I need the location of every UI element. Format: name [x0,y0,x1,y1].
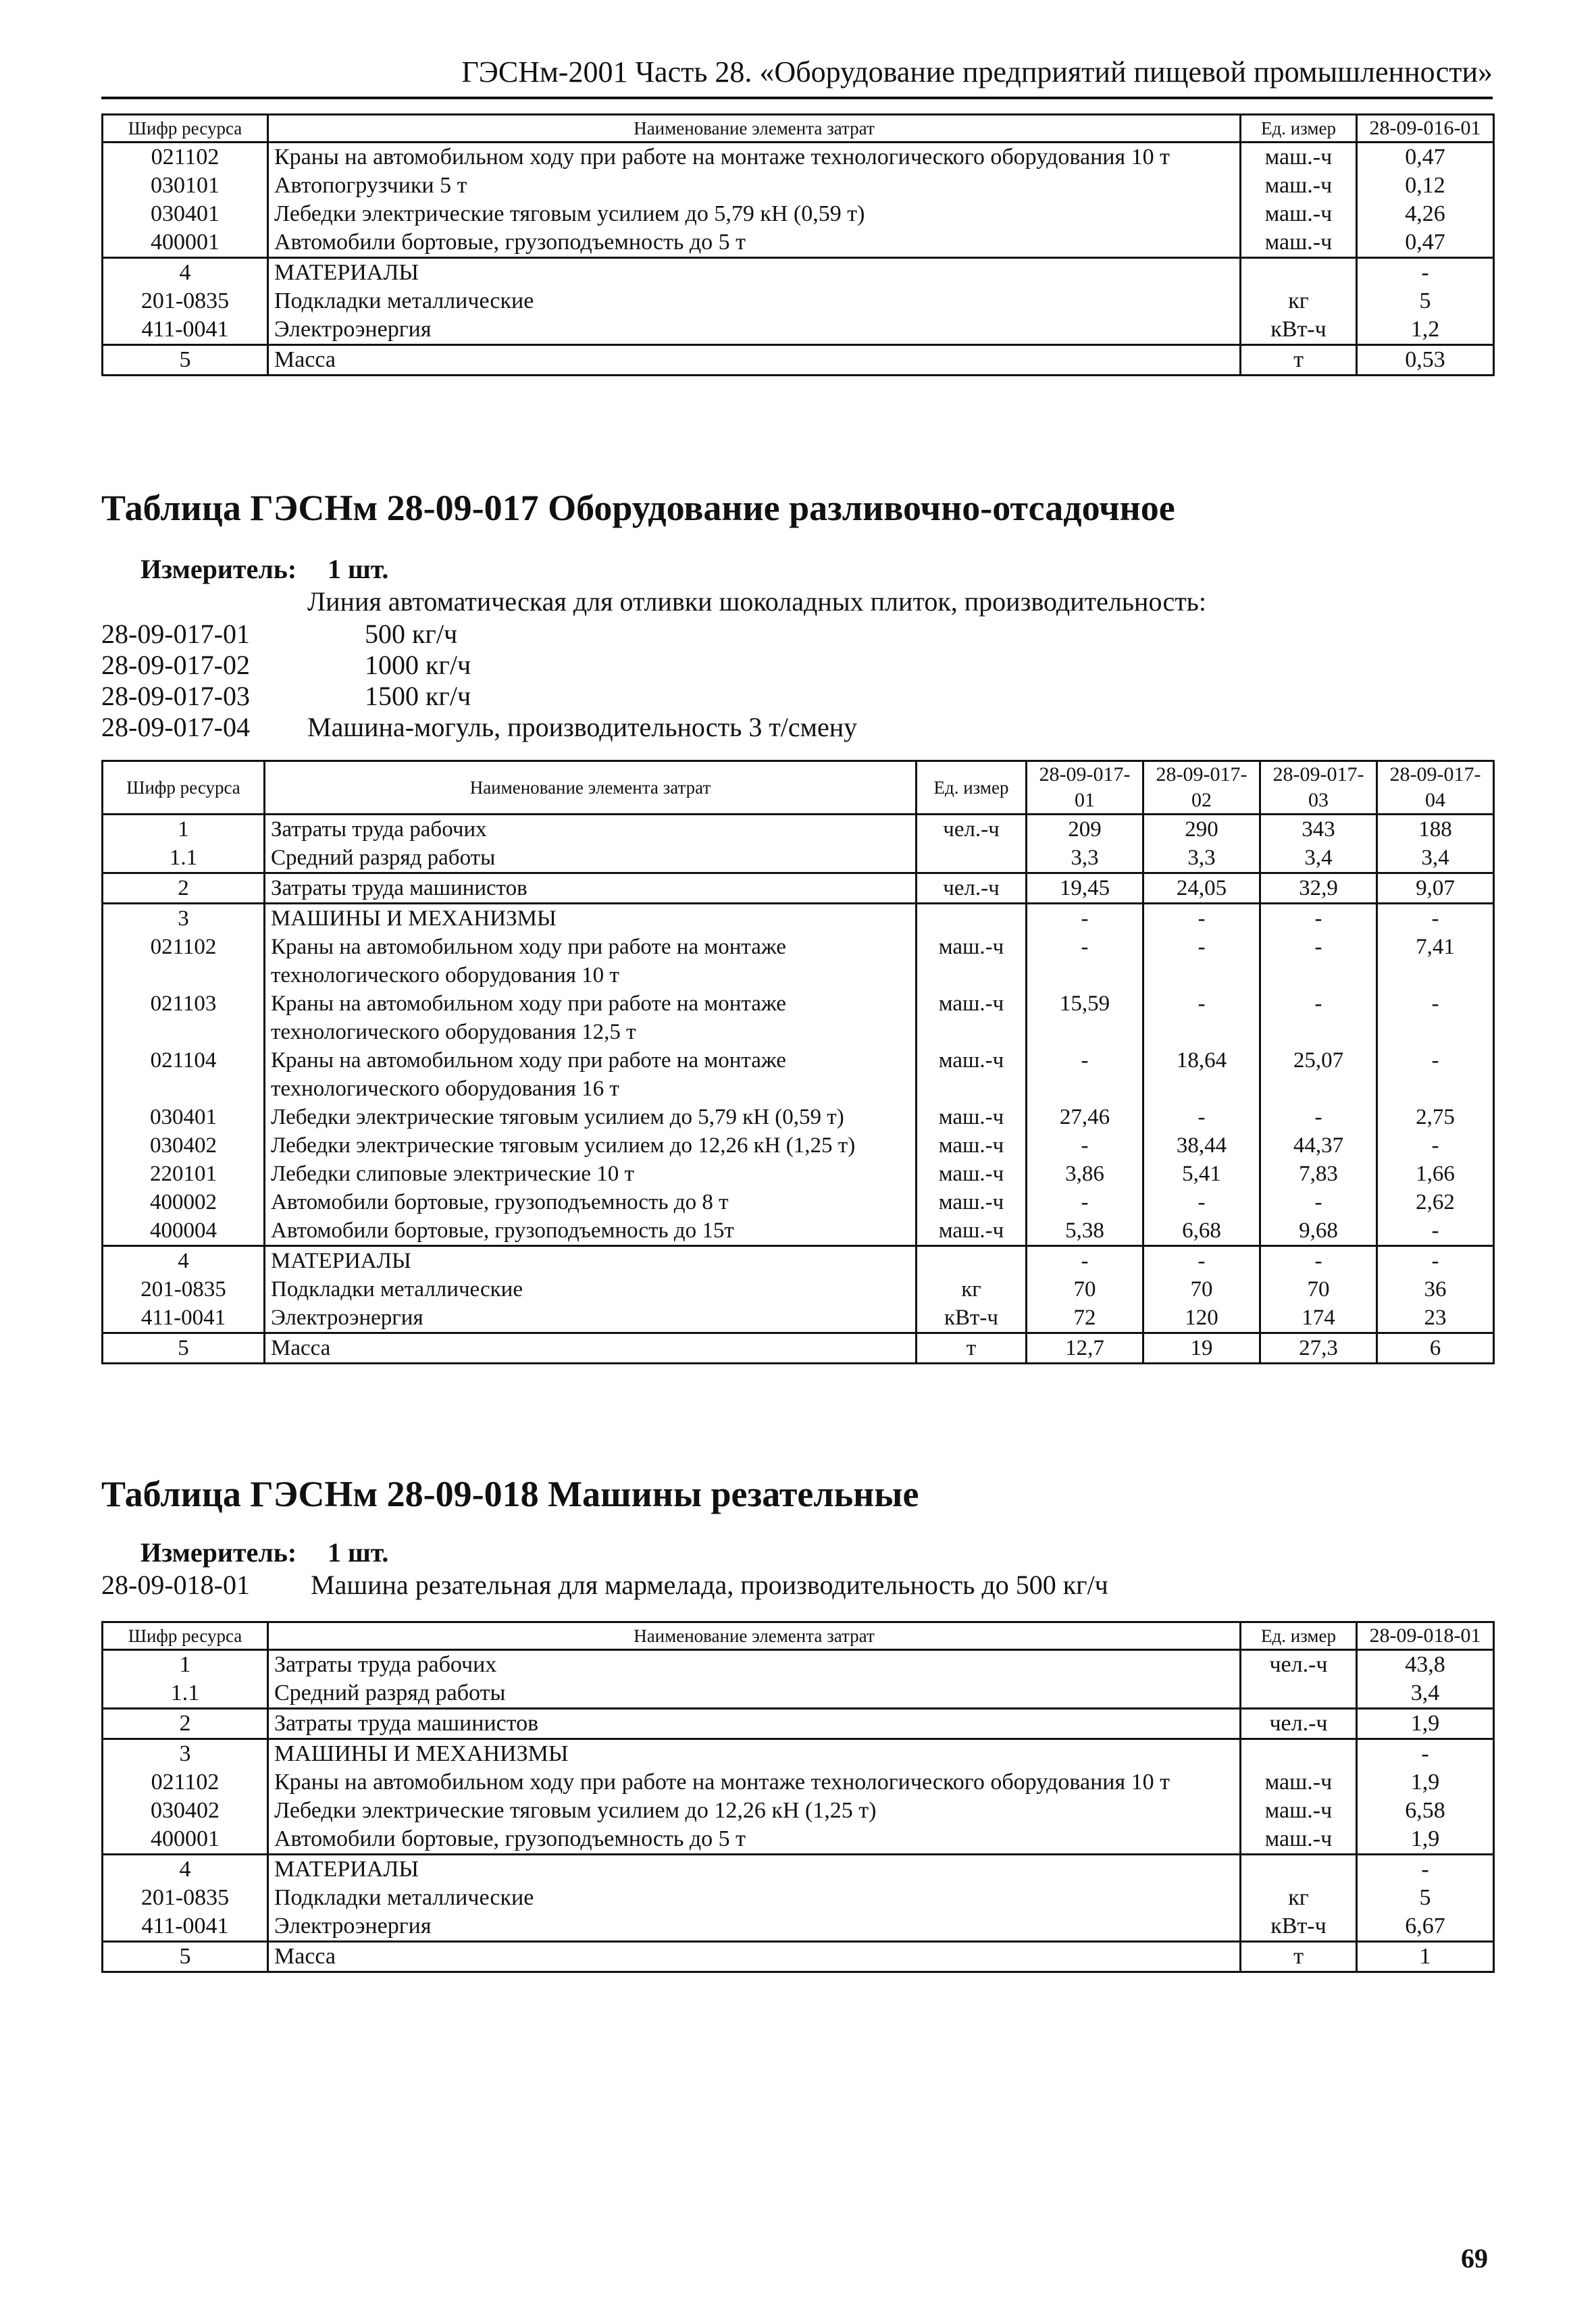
cell-name: Электроэнергия [265,1304,917,1333]
cell-unit: маш.-ч [1241,172,1357,200]
cell-name: Электроэнергия [268,315,1241,345]
cell-unit: маш.-ч [917,989,1027,1046]
cell-unit [1241,1679,1357,1709]
cell-unit: кг [1241,287,1357,315]
page-number: 69 [1461,2243,1488,2273]
table-row [103,1216,1494,1246]
header-rule [101,97,1493,99]
header-name: Наименование элемента затрат [268,1622,1241,1650]
cell-value: 70 [1027,1275,1143,1304]
cell-value: - [1027,1246,1143,1276]
cell-value: - [1260,989,1377,1046]
cell-unit: маш.-ч [1241,228,1357,258]
cell-unit: кг [1241,1884,1357,1912]
cell-value: 4,26 [1357,200,1494,228]
table-row [103,1304,1494,1333]
cell-value: - [1377,1046,1494,1103]
table-body [103,143,1494,376]
cell-value: - [1377,1216,1494,1246]
table-row [103,1650,1494,1680]
cell-code: 411-0041 [103,1304,265,1333]
header-name: Наименование элемента затрат [268,115,1241,143]
cell-value: 70 [1260,1275,1377,1304]
table-row [103,1912,1494,1942]
cell-unit [1241,258,1357,288]
table-row [103,873,1494,904]
cell-value: 9,68 [1260,1216,1377,1246]
cell-code: 4 [103,258,268,288]
cell-value: 209 [1027,815,1143,844]
cell-name: МАШИНЫ И МЕХАНИЗМЫ [265,904,917,933]
cell-value: 6,67 [1357,1912,1494,1942]
cell-code: 1 [103,815,265,844]
cell-value: - [1143,1246,1260,1276]
cell-value: 70 [1143,1275,1260,1304]
cell-value: 3,4 [1260,844,1377,873]
table-row [103,1046,1494,1103]
cell-value: 1,2 [1357,315,1494,345]
table-row [103,1131,1494,1160]
table-row [103,345,1494,376]
header-unit: Ед. измер [917,761,1027,815]
item-text: 1500 кг/ч [365,681,471,711]
cell-code: 201-0835 [103,1884,268,1912]
table-row [103,1797,1494,1825]
cell-value: - [1027,1046,1143,1103]
cell-value: - [1357,1739,1494,1769]
cell-code: 5 [103,345,268,376]
table-row [103,172,1494,200]
cell-name: Автомобили бортовые, грузоподъемность до 15т [265,1216,917,1246]
cell-value: 72 [1027,1304,1143,1333]
cell-name: Средний разряд работы [265,844,917,873]
cell-value: - [1377,989,1494,1046]
cell-value: 2,75 [1377,1103,1494,1131]
cell-value: 1,9 [1357,1768,1494,1797]
header-value: 28-09-017-01 [1027,761,1143,815]
cell-unit: маш.-ч [917,1103,1027,1131]
table-row [103,989,1494,1046]
table-row [103,1942,1494,1972]
cell-value: 19 [1143,1333,1260,1364]
cell-code: 030401 [103,200,268,228]
cell-name: Масса [265,1333,917,1364]
header-code: Шифр ресурса [103,115,268,143]
table-body [103,1650,1494,1972]
cell-name: МАТЕРИАЛЫ [268,1855,1241,1884]
cell-value: - [1377,1246,1494,1276]
measure-label: Измеритель: [140,1537,297,1568]
cell-unit [1241,1739,1357,1769]
cell-unit: маш.-ч [917,1188,1027,1216]
cell-code: 400001 [103,1825,268,1855]
cell-code: 220101 [103,1160,265,1188]
cell-value: 27,3 [1260,1333,1377,1364]
cell-name: Лебедки электрические тяговым усилием до 12,26 кН (1,25 т) [265,1131,917,1160]
table-row [103,1825,1494,1855]
cell-value: - [1027,1131,1143,1160]
cell-value: - [1260,933,1377,989]
table-row [103,1855,1494,1884]
header-value: 28-09-017-02 [1143,761,1260,815]
cell-value: 9,07 [1377,873,1494,904]
cell-value: 0,53 [1357,345,1494,376]
cell-value: 44,37 [1260,1131,1377,1160]
cell-value: 1,9 [1357,1709,1494,1739]
item-code: 28-09-017-01 [101,619,250,649]
resource-table-017 [101,760,1495,1364]
item-text: Машина резательная для мармелада, производительность до 500 кг/ч [311,1570,1108,1600]
cell-name: Электроэнергия [268,1912,1241,1942]
cell-value: - [1143,989,1260,1046]
cell-unit: маш.-ч [917,1131,1027,1160]
cell-unit [917,1246,1027,1276]
cell-code: 2 [103,1709,268,1739]
cell-code: 021102 [103,1768,268,1797]
cell-unit: чел.-ч [917,873,1027,904]
table-body [103,815,1494,1364]
measure-value: 1 шт. [328,554,389,584]
cell-value: 3,3 [1143,844,1260,873]
cell-value: 27,46 [1027,1103,1143,1131]
cell-value: - [1143,1188,1260,1216]
cell-value: 120 [1143,1304,1260,1333]
item-code: 28-09-017-02 [101,650,250,680]
cell-value: 6,58 [1357,1797,1494,1825]
cell-unit: маш.-ч [917,1046,1027,1103]
cell-unit [917,904,1027,933]
cell-code: 021104 [103,1046,265,1103]
item-code: 28-09-018-01 [101,1570,250,1600]
table-row [103,1333,1494,1364]
cell-value: 1,9 [1357,1825,1494,1855]
cell-unit [1241,1855,1357,1884]
cell-unit: кВт-ч [1241,1912,1357,1942]
cell-unit: маш.-ч [1241,200,1357,228]
cell-code: 400002 [103,1188,265,1216]
cell-name: Лебедки электрические тяговым усилием до 12,26 кН (1,25 т) [268,1797,1241,1825]
cell-unit [917,844,1027,873]
cell-value: 18,64 [1143,1046,1260,1103]
cell-unit: т [917,1333,1027,1364]
table-row [103,228,1494,258]
cell-value: 32,9 [1260,873,1377,904]
cell-name: Автомобили бортовые, грузоподъемность до 5 т [268,228,1241,258]
cell-value: - [1260,1188,1377,1216]
cell-unit: маш.-ч [917,1160,1027,1188]
table-header-row [103,761,1494,815]
table-row [103,1103,1494,1131]
cell-value: 7,41 [1377,933,1494,989]
cell-code: 3 [103,904,265,933]
cell-value: 290 [1143,815,1260,844]
cell-code: 5 [103,1942,268,1972]
cell-value: 23 [1377,1304,1494,1333]
table-row [103,1679,1494,1709]
table-row [103,1275,1494,1304]
cell-code: 201-0835 [103,1275,265,1304]
cell-unit: маш.-ч [1241,143,1357,172]
cell-value: 12,7 [1027,1333,1143,1364]
cell-unit: т [1241,1942,1357,1972]
cell-value: - [1027,933,1143,989]
cell-name: Масса [268,1942,1241,1972]
cell-value: - [1027,1188,1143,1216]
cell-value: - [1143,904,1260,933]
table-row [103,1739,1494,1769]
table-row [103,1884,1494,1912]
cell-value: - [1027,904,1143,933]
group-description: Линия автоматическая для отливки шоколадных плиток, производительность: [307,586,1207,617]
table-row [103,1709,1494,1739]
cell-value: 3,4 [1357,1679,1494,1709]
item-text: 500 кг/ч [365,619,458,649]
cell-value: 38,44 [1143,1131,1260,1160]
cell-value: - [1377,904,1494,933]
cell-code: 021103 [103,989,265,1046]
cell-name: Автопогрузчики 5 т [268,172,1241,200]
cell-code: 030401 [103,1103,265,1131]
cell-value: 5 [1357,1884,1494,1912]
cell-unit: маш.-ч [1241,1797,1357,1825]
cell-name: Краны на автомобильном ходу при работе на монтаже технологического оборудования 12,5 т [265,989,917,1046]
cell-value: 15,59 [1027,989,1143,1046]
cell-name: Затраты труда рабочих [265,815,917,844]
cell-name: Краны на автомобильном ходу при работе на монтаже технологического оборудования 16 т [265,1046,917,1103]
cell-value: 5 [1357,287,1494,315]
table-row [103,1160,1494,1188]
table-row [103,1188,1494,1216]
cell-code: 1.1 [103,844,265,873]
cell-value: 6 [1377,1333,1494,1364]
cell-name: Краны на автомобильном ходу при работе на монтаже технологического оборудования 10 т [268,1768,1241,1797]
cell-value: - [1143,933,1260,989]
cell-value: 6,68 [1143,1216,1260,1246]
cell-code: 2 [103,873,265,904]
cell-value: 43,8 [1357,1650,1494,1680]
cell-code: 411-0041 [103,315,268,345]
measure-label: Измеритель: [140,554,297,584]
cell-unit: кг [917,1275,1027,1304]
cell-unit: чел.-ч [1241,1709,1357,1739]
cell-name: Масса [268,345,1241,376]
cell-value: 3,86 [1027,1160,1143,1188]
cell-value: 3,3 [1027,844,1143,873]
table-header-row [103,1622,1494,1650]
cell-code: 021102 [103,933,265,989]
cell-name: Автомобили бортовые, грузоподъемность до 8 т [265,1188,917,1216]
cell-code: 201-0835 [103,287,268,315]
running-header: ГЭСНм-2001 Часть 28. «Оборудование предприятий пищевой промышленности» [461,55,1493,88]
cell-value: 19,45 [1027,873,1143,904]
cell-code: 030101 [103,172,268,200]
item-text: Машина-могуль, производительность 3 т/смену [307,712,858,742]
cell-unit: маш.-ч [1241,1768,1357,1797]
header-code: Шифр ресурса [103,761,265,815]
cell-name: Подкладки металлические [268,287,1241,315]
cell-value: 5,38 [1027,1216,1143,1246]
cell-name: МАШИНЫ И МЕХАНИЗМЫ [268,1739,1241,1769]
cell-name: Затраты труда машинистов [265,873,917,904]
cell-value: 1,66 [1377,1160,1494,1188]
table-row [103,904,1494,933]
cell-name: Средний разряд работы [268,1679,1241,1709]
table-row [103,1768,1494,1797]
cell-code: 400001 [103,228,268,258]
cell-value: 1 [1357,1942,1494,1972]
cell-unit: кВт-ч [917,1304,1027,1333]
cell-code: 4 [103,1246,265,1276]
cell-value: - [1357,258,1494,288]
header-unit: Ед. измер [1241,1622,1357,1650]
cell-value: - [1357,1855,1494,1884]
table-row [103,1246,1494,1276]
cell-value: 36 [1377,1275,1494,1304]
cell-code: 411-0041 [103,1912,268,1942]
header-value: 28-09-017-04 [1377,761,1494,815]
cell-unit: маш.-ч [917,1216,1027,1246]
cell-value: 3,4 [1377,844,1494,873]
cell-value: 0,12 [1357,172,1494,200]
cell-unit: чел.-ч [1241,1650,1357,1680]
cell-name: Краны на автомобильном ходу при работе на монтаже технологического оборудования 10 т [265,933,917,989]
cell-value: - [1260,1103,1377,1131]
header-value: 28-09-018-01 [1357,1622,1494,1650]
cell-name: Автомобили бортовые, грузоподъемность до 5 т [268,1825,1241,1855]
cell-code: 030402 [103,1797,268,1825]
cell-value: 2,62 [1377,1188,1494,1216]
item-code: 28-09-017-03 [101,681,250,711]
cell-value: 7,83 [1260,1160,1377,1188]
cell-name: Подкладки металлические [265,1275,917,1304]
cell-unit: маш.-ч [1241,1825,1357,1855]
table-row [103,287,1494,315]
cell-code: 1.1 [103,1679,268,1709]
cell-unit: чел.-ч [917,815,1027,844]
cell-name: МАТЕРИАЛЫ [265,1246,917,1276]
cell-value: 25,07 [1260,1046,1377,1103]
cell-value: - [1260,904,1377,933]
table-title-018: Таблица ГЭСНм 28-09-018 Машины резательные [101,1474,919,1514]
header-value: 28-09-017-03 [1260,761,1377,815]
header-unit: Ед. измер [1241,115,1357,143]
cell-code: 1 [103,1650,268,1680]
table-row [103,844,1494,873]
table-row [103,258,1494,288]
item-code: 28-09-017-04 [101,712,250,742]
measure-value: 1 шт. [328,1537,389,1568]
cell-name: Подкладки металлические [268,1884,1241,1912]
cell-name: Лебедки электрические тяговым усилием до 5,79 кН (0,59 т) [268,200,1241,228]
cell-name: Краны на автомобильном ходу при работе на монтаже технологического оборудования 10 т [268,143,1241,172]
cell-value: 0,47 [1357,228,1494,258]
table-title-017: Таблица ГЭСНм 28-09-017 Оборудование разливочно-отсадочное [101,488,1175,528]
cell-name: Затраты труда машинистов [268,1709,1241,1739]
header-name: Наименование элемента затрат [265,761,917,815]
table-row [103,143,1494,172]
table-header-row [103,115,1494,143]
cell-name: МАТЕРИАЛЫ [268,258,1241,288]
header-code: Шифр ресурса [103,1622,268,1650]
cell-code: 021102 [103,143,268,172]
cell-code: 4 [103,1855,268,1884]
cell-value: 24,05 [1143,873,1260,904]
cell-code: 3 [103,1739,268,1769]
cell-code: 030402 [103,1131,265,1160]
table-row [103,815,1494,844]
table-row [103,200,1494,228]
cell-value: 5,41 [1143,1160,1260,1188]
cell-value: 0,47 [1357,143,1494,172]
cell-code: 5 [103,1333,265,1364]
header-value: 28-09-016-01 [1357,115,1494,143]
resource-table-018 [101,1621,1495,1973]
table-row [103,933,1494,989]
cell-unit: кВт-ч [1241,315,1357,345]
cell-name: Лебедки электрические тяговым усилием до 5,79 кН (0,59 т) [265,1103,917,1131]
cell-value: 188 [1377,815,1494,844]
cell-value: 174 [1260,1304,1377,1333]
item-text: 1000 кг/ч [365,650,471,680]
cell-code: 400004 [103,1216,265,1246]
cell-value: 343 [1260,815,1377,844]
cell-value: - [1377,1131,1494,1160]
resource-table-016 [101,113,1495,376]
cell-unit: маш.-ч [917,933,1027,989]
cell-unit: т [1241,345,1357,376]
cell-value: - [1143,1103,1260,1131]
cell-name: Лебедки слиповые электрические 10 т [265,1160,917,1188]
cell-value: - [1260,1246,1377,1276]
table-row [103,315,1494,345]
cell-name: Затраты труда рабочих [268,1650,1241,1680]
